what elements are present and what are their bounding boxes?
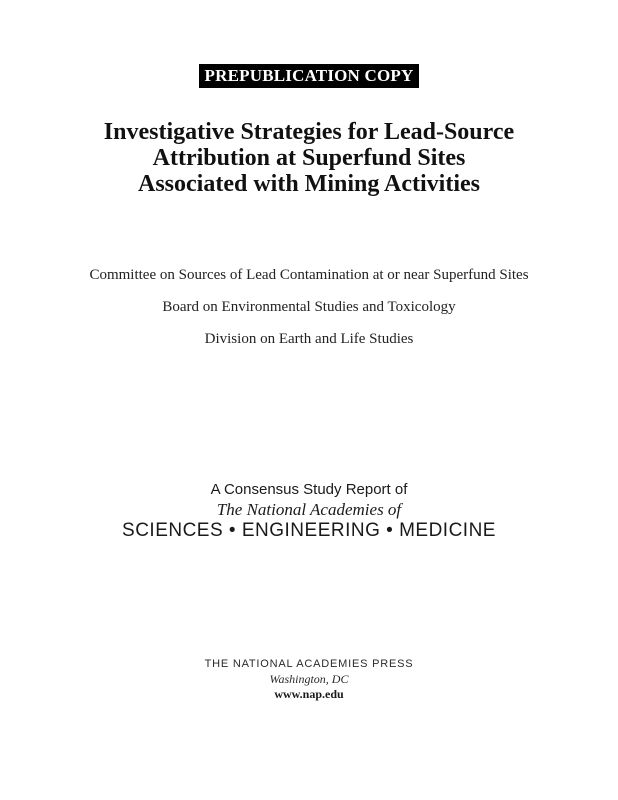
report-title-line-3: Associated with Mining Activities xyxy=(138,171,480,197)
report-title xyxy=(0,119,618,197)
national-academies-label: The National Academies of xyxy=(216,500,402,519)
board-name: Board on Environmental Studies and Toxicology xyxy=(162,299,456,315)
publisher-name: THE NATIONAL ACADEMIES PRESS xyxy=(204,658,414,670)
report-title-line-2: Attribution at Superfund Sites xyxy=(152,145,466,171)
publisher-url: www.nap.edu xyxy=(274,687,344,701)
committee-name: Committee on Sources of Lead Contamination at or near Superfund Sites xyxy=(89,267,529,283)
prepublication-banner: PREPUBLICATION COPY xyxy=(199,64,420,88)
publisher-location: Washington, DC xyxy=(269,672,349,686)
report-title-line-1: Investigative Strategies for Lead-Source xyxy=(103,119,515,145)
prepublication-banner-row xyxy=(0,64,618,88)
consensus-report-label: A Consensus Study Report of xyxy=(210,481,408,498)
publisher-block xyxy=(0,656,618,702)
sciences-engineering-medicine-label: SCIENCES • ENGINEERING • MEDICINE xyxy=(122,520,496,541)
division-name: Division on Earth and Life Studies xyxy=(204,331,414,347)
authoring-bodies xyxy=(0,268,618,364)
consensus-report-block xyxy=(0,480,618,542)
